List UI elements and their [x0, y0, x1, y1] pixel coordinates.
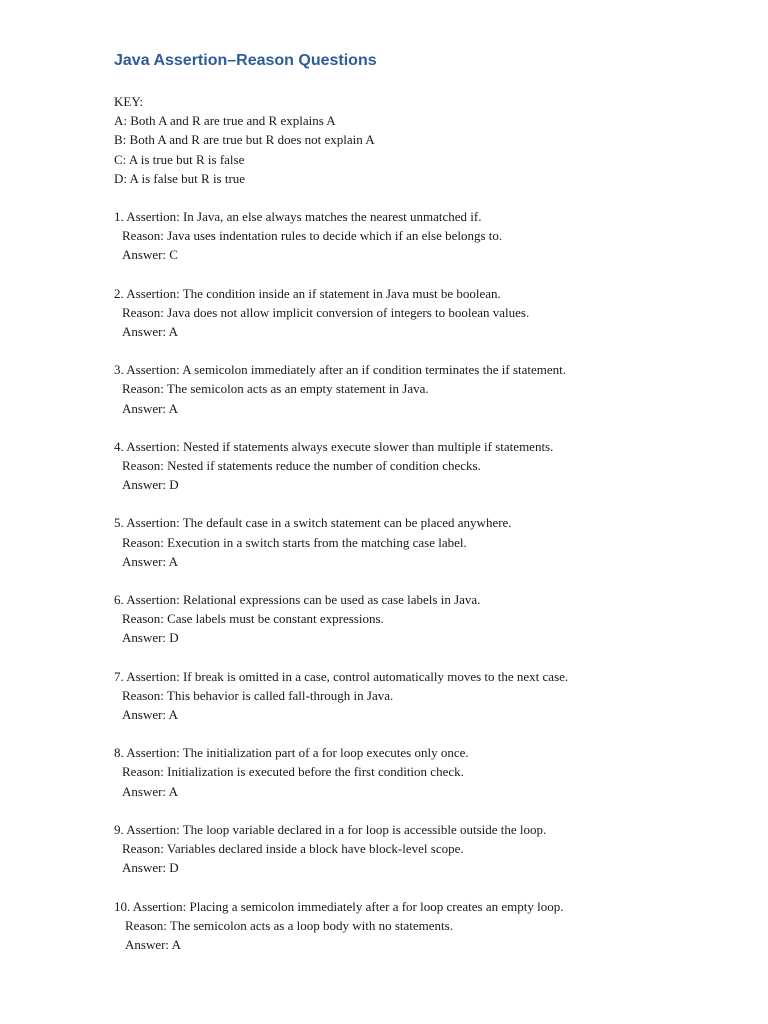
- question-reason: Reason: Java uses indentation rules to decide which if an else belongs to.: [122, 228, 503, 244]
- key-option-a: A: Both A and R are true and R explains A: [114, 113, 336, 129]
- question-3: [114, 360, 708, 418]
- question-9: [114, 820, 708, 878]
- question-7: [114, 667, 708, 725]
- question-answer: Answer: A: [122, 553, 178, 569]
- question-answer: Answer: A: [122, 783, 178, 799]
- key-option-c: C: A is true but R is false: [114, 151, 245, 167]
- question-4: [114, 437, 708, 495]
- question-answer: Answer: D: [122, 630, 179, 646]
- question-answer: Answer: A: [122, 707, 178, 723]
- question-assertion: 2. Assertion: The condition inside an if statement in Java must be boolean.: [114, 285, 501, 301]
- question-reason: Reason: This behavior is called fall-through in Java.: [122, 687, 394, 703]
- question-reason: Reason: Case labels must be constant expressions.: [122, 611, 384, 627]
- question-reason: Reason: The semicolon acts as an empty statement in Java.: [122, 381, 429, 397]
- question-assertion: 3. Assertion: A semicolon immediately after an if condition terminates the if statement.: [114, 362, 567, 378]
- page-title: Java Assertion–Reason Questions: [114, 52, 377, 69]
- question-reason: Reason: Nested if statements reduce the number of condition checks.: [122, 458, 481, 474]
- question-assertion: 7. Assertion: If break is omitted in a case, control automatically moves to the next case.: [114, 668, 569, 684]
- question-assertion: 5. Assertion: The default case in a switch statement can be placed anywhere.: [114, 515, 512, 531]
- question-1: [114, 207, 708, 265]
- question-answer: Answer: C: [122, 247, 178, 263]
- question-reason: Reason: Java does not allow implicit conversion of integers to boolean values.: [122, 304, 530, 320]
- question-answer: Answer: D: [122, 477, 179, 493]
- question-reason: Reason: Initialization is executed before the first condition check.: [122, 764, 464, 780]
- answer-key: [114, 92, 708, 188]
- question-assertion: 6. Assertion: Relational expressions can be used as case labels in Java.: [114, 592, 481, 608]
- question-assertion: 4. Assertion: Nested if statements always execute slower than multiple if statements.: [114, 438, 554, 454]
- question-answer: Answer: A: [125, 936, 181, 952]
- question-2: [114, 284, 708, 342]
- key-option-d: D: A is false but R is true: [114, 170, 246, 186]
- question-8: [114, 743, 708, 801]
- question-10: [114, 897, 708, 955]
- key-option-b: B: Both A and R are true but R does not explain A: [114, 132, 375, 148]
- question-answer: Answer: A: [122, 400, 178, 416]
- question-5: [114, 513, 708, 571]
- question-answer: Answer: D: [122, 860, 179, 876]
- question-reason: Reason: The semicolon acts as a loop body with no statements.: [125, 917, 453, 933]
- question-answer: Answer: A: [122, 324, 178, 340]
- question-reason: Reason: Execution in a switch starts from the matching case label.: [122, 534, 467, 550]
- question-assertion: 9. Assertion: The loop variable declared in a for loop is accessible outside the loop.: [114, 821, 547, 837]
- question-reason: Reason: Variables declared inside a block have block-level scope.: [122, 841, 464, 857]
- question-assertion: 1. Assertion: In Java, an else always matches the nearest unmatched if.: [114, 209, 482, 225]
- question-6: [114, 590, 708, 648]
- key-heading: KEY:: [114, 94, 144, 109]
- question-assertion: 8. Assertion: The initialization part of a for loop executes only once.: [114, 745, 469, 761]
- question-assertion: 10. Assertion: Placing a semicolon immediately after a for loop creates an empty loop.: [114, 898, 564, 914]
